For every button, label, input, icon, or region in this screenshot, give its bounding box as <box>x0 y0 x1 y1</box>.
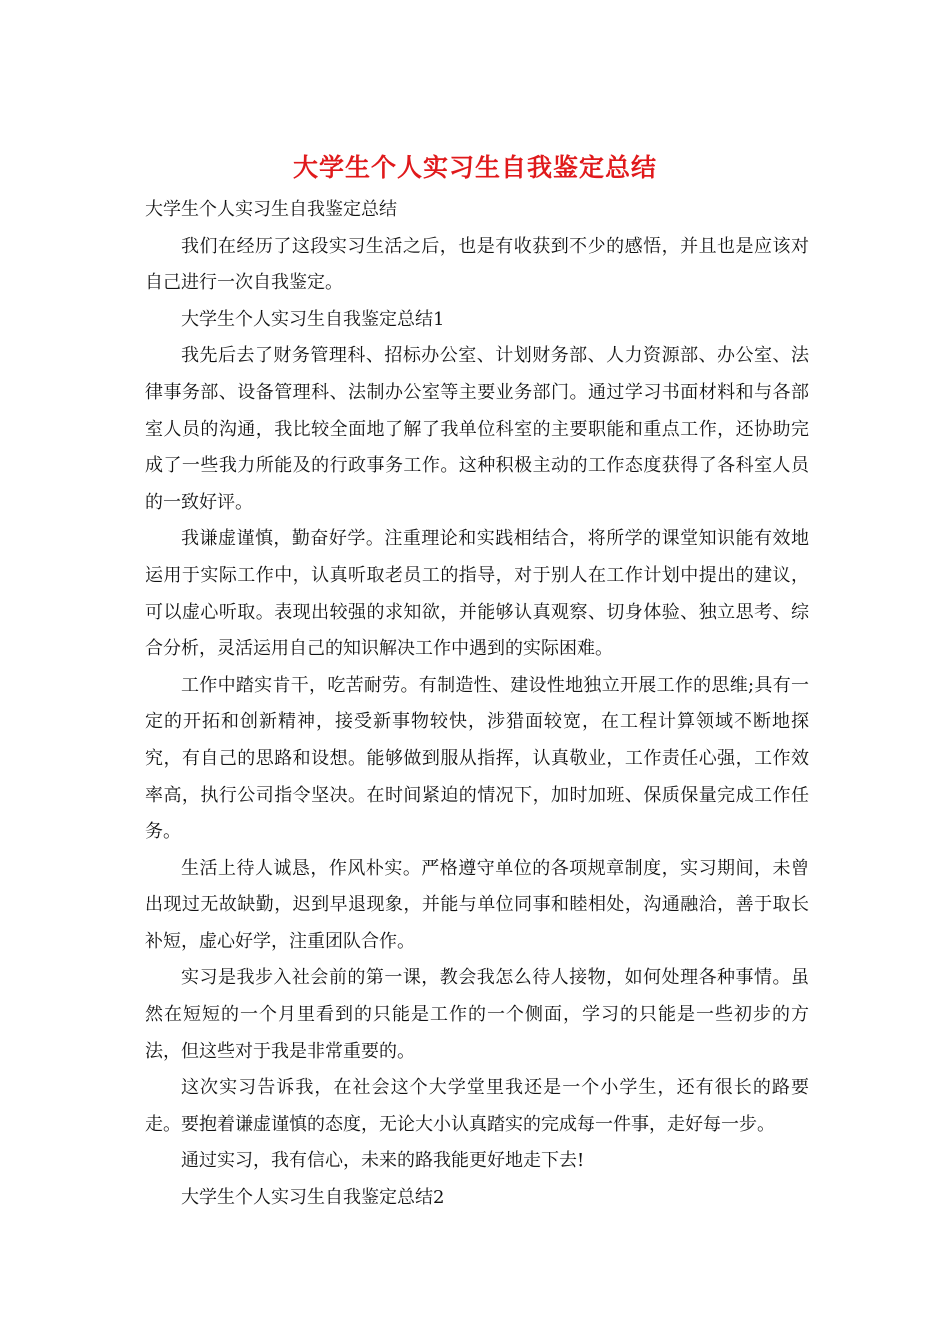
section-heading-2: 大学生个人实习生自我鉴定总结2 <box>181 1187 445 1209</box>
section-heading-1: 大学生个人实习生自我鉴定总结1 <box>181 308 445 330</box>
body-paragraph: 我谦虚谨慎，勤奋好学。注重理论和实践相结合，将所学的课堂知识能有效地运用于实际工作中，认真听取老员工的指导，对于别人在工作计划中提出的建议，可以虚心听取。表现出较强的求知欲，并能够认真观察、切身体验、独立思考、综合分析，灵活运用自己的知识解决工作中遇到的实际困难。 <box>145 528 809 660</box>
intro-paragraph: 我们在经历了这段实习生活之后，也是有收获到不少的感悟，并且也是应该对自己进行一次自我鉴定。 <box>145 235 809 294</box>
body-paragraph: 通过实习，我有信心，未来的路我能更好地走下去! <box>181 1150 585 1172</box>
document-title: 大学生个人实习生自我鉴定总结 <box>292 153 657 182</box>
document-body <box>145 192 809 1217</box>
subtitle-paragraph: 大学生个人实习生自我鉴定总结 <box>145 199 397 220</box>
body-paragraph: 实习是我步入社会前的第一课，教会我怎么待人接物，如何处理各种事情。虽然在短短的一个月里看到的只能是工作的一个侧面，学习的只能是一些初步的方法，但这些对于我是非常重要的。 <box>145 967 809 1062</box>
body-paragraph: 这次实习告诉我，在社会这个大学堂里我还是一个小学生，还有很长的路要走。要抱着谦虚谨慎的态度，无论大小认真踏实的完成每一件事，走好每一步。 <box>145 1077 809 1135</box>
body-paragraph: 生活上待人诚恳，作风朴实。严格遵守单位的各项规章制度，实习期间，未曾出现过无故缺勤，迟到早退现象，并能与单位同事和睦相处，沟通融洽，善于取长补短，虚心好学，注重团队合作。 <box>145 857 809 952</box>
body-paragraph: 工作中踏实肯干，吃苦耐劳。有制造性、建设性地独立开展工作的思维;具有一定的开拓和创新精神，接受新事物较快，涉猎面较宽，在工程计算领域不断地探究，有自己的思路和设想。能够做到服从指挥，认真敬业，工作责任心强，工作效率高，执行公司指令坚决。在时间紧迫的情况下，加时加班、保质保量完成工作任务。 <box>145 674 809 843</box>
body-paragraph: 我先后去了财务管理科、招标办公室、计划财务部、人力资源部、办公室、法律事务部、设备管理科、法制办公室等主要业务部门。通过学习书面材料和与各部室人员的沟通，我比较全面地了解了我单位科室的主要职能和重点工作，还协助完成了一些我力所能及的行政事务工作。这种积极主动的工作态度获得了各科室人员的一致好评。 <box>145 345 809 513</box>
